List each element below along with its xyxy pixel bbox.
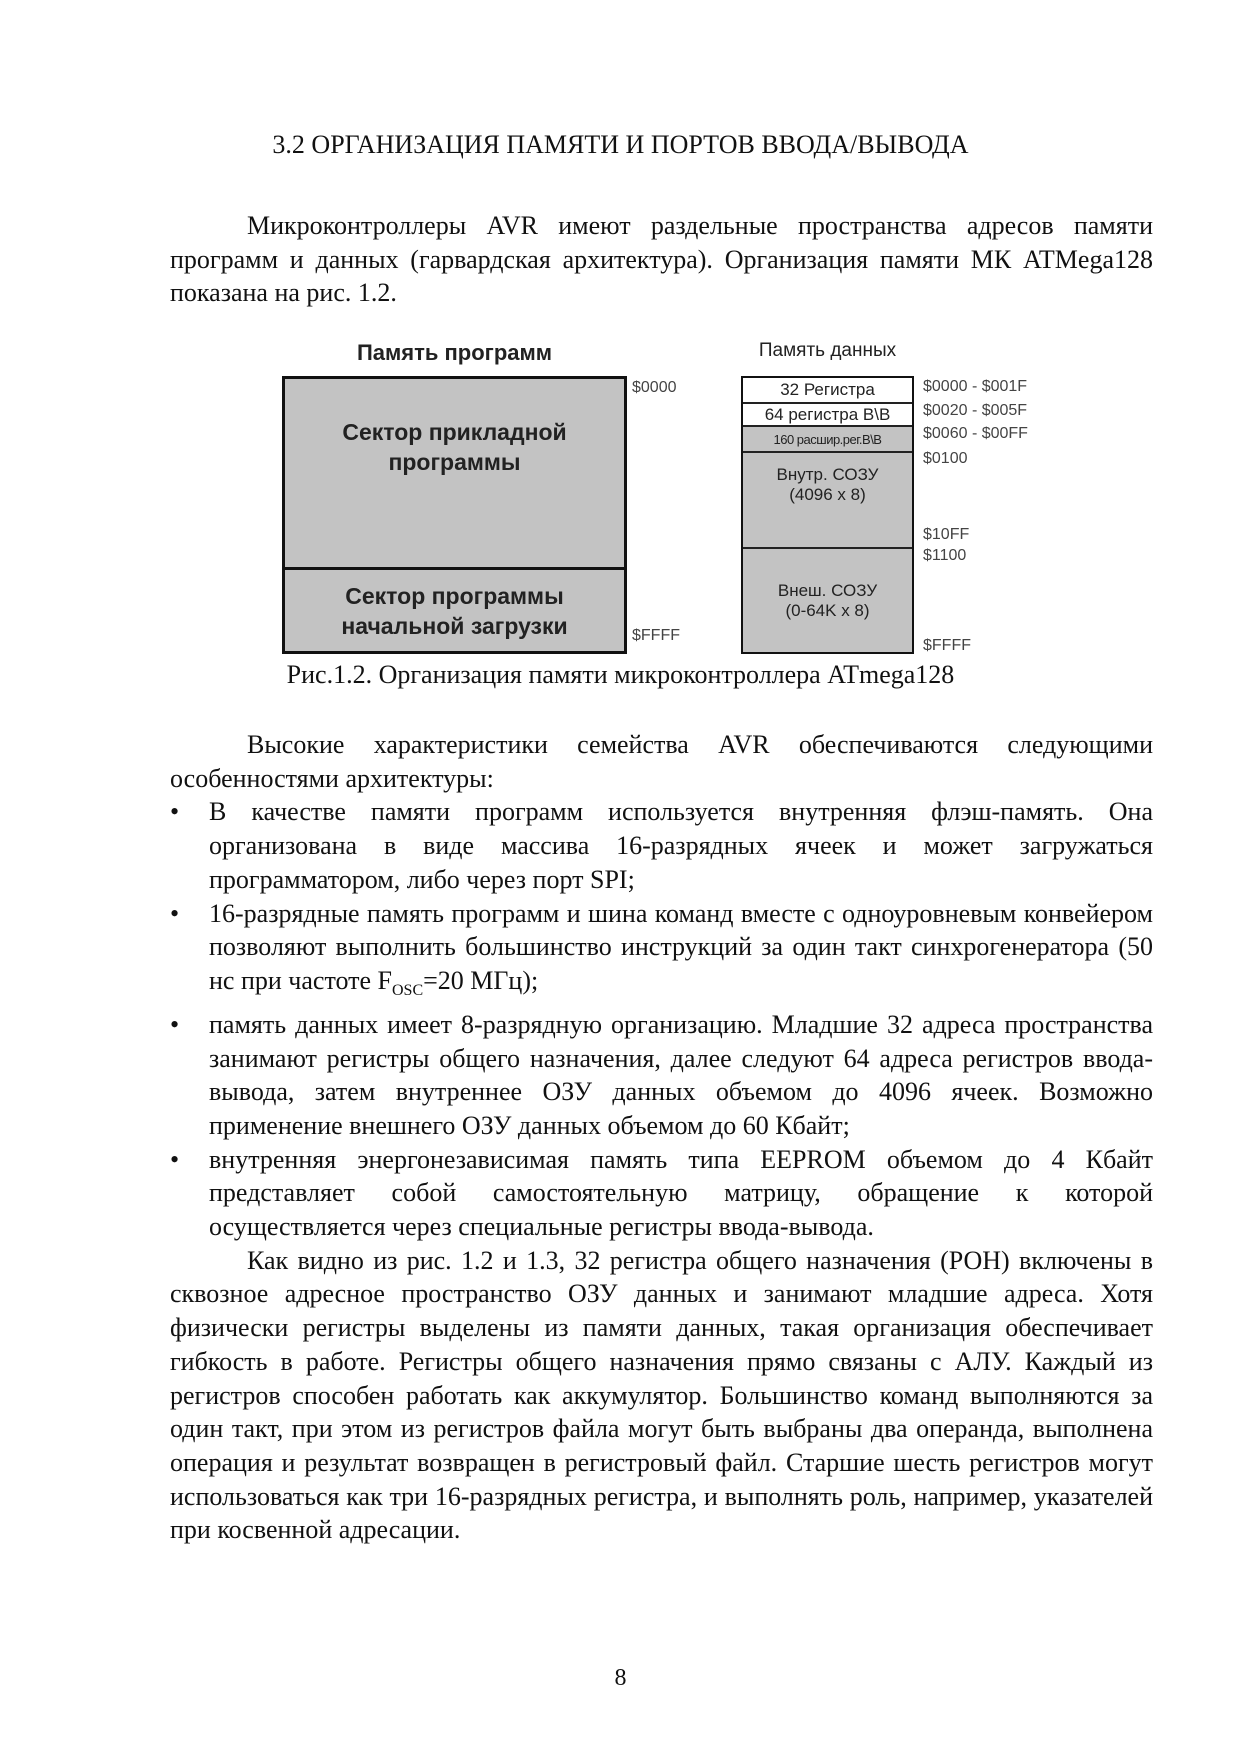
bullet-icon: • [170,898,180,928]
addr-label: $1100 [923,547,967,564]
features-list [170,795,1153,1243]
features-intro-paragraph: Высокие характеристики семейства AVR обеспечиваются следующими особенностями архитектуры: [170,730,1153,793]
intro-paragraph: Микроконтроллеры AVR имеют раздельные пространства адресов памяти программ и данных (гарвардская архитектура). Организация памяти МК ATMega128 показана на рис. 1.2. [170,211,1153,308]
data-row: 32 Регистра [743,378,912,402]
list-item [170,1143,1153,1244]
intro-block [170,209,1153,310]
bullet-icon: • [170,1009,180,1039]
list-item [170,795,1153,896]
app-sector-label: Сектор прикладной программы [342,419,567,475]
list-item [170,1008,1153,1143]
list-item-text: 16-разрядные память программ и шина команд вместе с одноуровневым конвейером позволяют выполнить большинство инструкций за один такт синхрогенератора (50 нс при частоте F [209,898,1153,995]
data-memory-box [741,376,914,654]
program-memory-box [282,376,627,654]
list-item-text: внутренняя энергонезависимая память типа EEPROM объемом до 4 Кбайт представляет собой самостоятельную матрицу, обращение к которой осуществляется через специальные регистры ввода-вывода. [209,1144,1153,1242]
addr-label: $0000 [632,379,677,396]
list-item-text: В качестве памяти программ используется внутренняя флэш-память. Она организована в виде массива 16-разрядных ячеек и может загружаться программатором, либо через порт SPI; [209,797,1153,894]
addr-label: $FFFF [923,637,971,654]
boot-sector-label: Сектор программы начальной загрузки [285,567,624,651]
addr-label: $0100 [923,450,968,467]
subscript: OSC [391,982,424,1000]
figure-caption: Рис.1.2. Организация памяти микроконтроллера ATmega128 [286,660,955,689]
page-number: 8 [614,1665,627,1691]
data-memory-title: Память данных [758,340,897,361]
addr-label: $0060 - $00FF [923,425,1028,442]
body-text [170,728,1153,1547]
data-row: Внутр. СОЗУ (4096 x 8) [743,451,912,547]
addr-label: $0020 - $005F [923,402,1028,419]
bullet-icon: • [170,797,180,827]
program-memory-title: Память программ [356,340,553,365]
list-item-text: =20 МГц); [423,965,539,995]
data-row: 160 расшир.рег.В\В [743,425,912,451]
addr-label: $0000 - $001F [923,378,1028,395]
list-item [170,897,1153,1008]
section-heading: 3.2 ОРГАНИЗАЦИЯ ПАМЯТИ И ПОРТОВ ВВОДА/ВЫВОДА [272,130,969,159]
data-row: 64 регистра В\В [743,402,912,425]
data-row: Внеш. СОЗУ (0-64K x 8) [743,547,912,652]
addr-label: $FFFF [632,627,680,644]
addr-label: $10FF [923,526,970,543]
bullet-icon: • [170,1144,180,1174]
registers-paragraph: Как видно из рис. 1.2 и 1.3, 32 регистра общего назначения (РОН) включены в сквозное адресное пространство ОЗУ данных и занимают младшие адреса. Хотя физически регистры выделены из памяти данных, такая организация обеспечивает гибкость в работе. Регистры общего назначения прямо связаны с АЛУ. Каждый из регистров способен работать как аккумулятор. Большинство команд выполняются за один такт, при этом из регистров файла могут быть выбраны два операнда, выполнена операция и результат возвращен в регистровый файл. Старшие шесть регистров могут использоваться как три 16-разрядных регистра, и выполнять роль, например, указателей при косвенной адресации. [170,1245,1153,1545]
list-item-text: память данных имеет 8-разрядную организацию. Младшие 32 адреса пространства занимают регистры общего назначения, далее следуют 64 адреса регистров ввода-вывода, затем внутреннее ОЗУ данных объемом до 4096 ячеек. Возможно применение внешнего ОЗУ данных объемом до 60 Кбайт; [209,1009,1153,1140]
